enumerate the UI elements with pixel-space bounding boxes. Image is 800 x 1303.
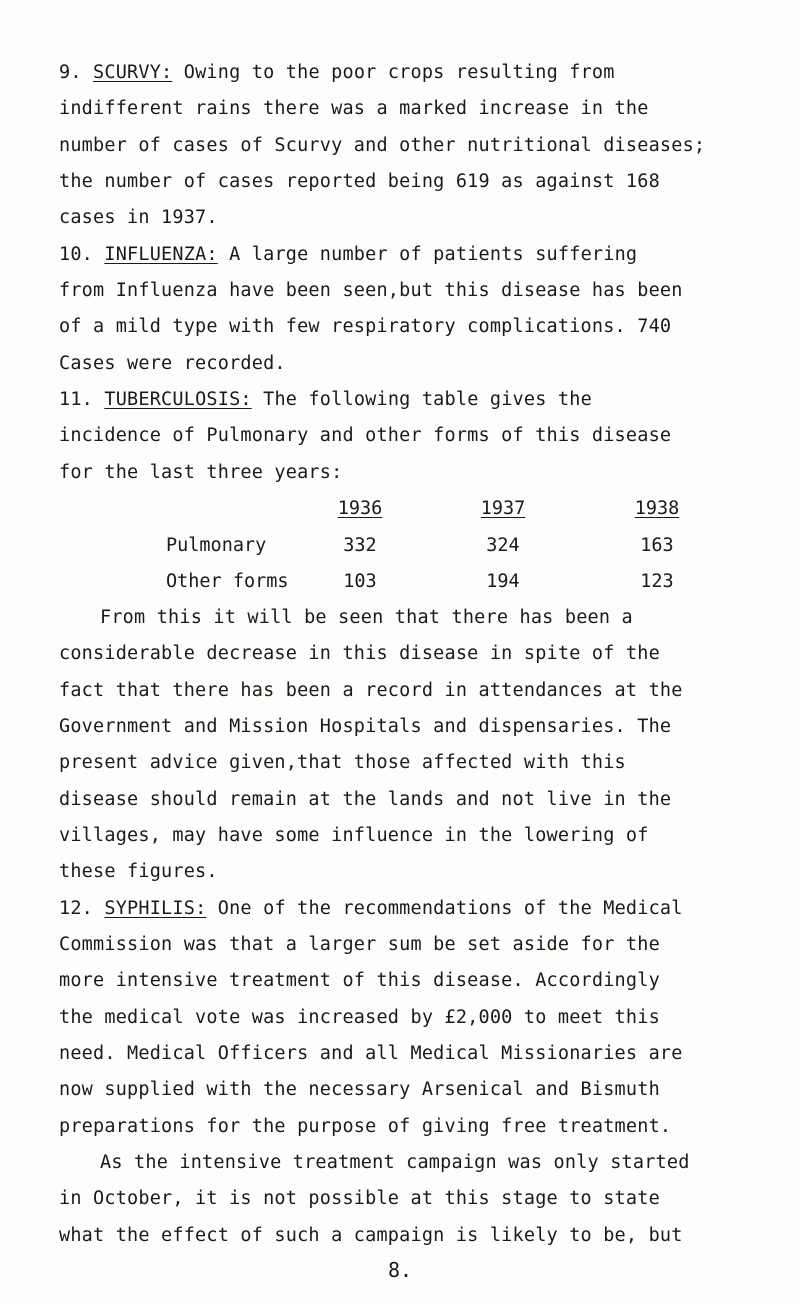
scurvy-line-2: indifferent rains there was a marked increase in the — [59, 98, 649, 119]
table-row-label-other-forms: Other forms — [166, 571, 289, 592]
tuberculosis-after-1: From this it will be seen that there has been a — [100, 607, 633, 628]
scurvy-number: 9. — [59, 62, 82, 83]
tuberculosis-line-2: incidence of Pulmonary and other forms of this disease — [59, 425, 672, 446]
scurvy-line-1 — [59, 61, 615, 85]
page-number: 8. — [387, 1258, 413, 1282]
tuberculosis-after-5: present advice given,that those affected with this — [59, 752, 626, 773]
tuberculosis-number: 11. — [59, 389, 94, 410]
syphilis-line-1 — [59, 897, 683, 921]
influenza-text: A large number of patients suffering — [229, 244, 638, 265]
tuberculosis-line-1 — [59, 388, 592, 412]
syphilis-text: One of the recommendations of the Medical — [217, 898, 683, 919]
scurvy-line-5: cases in 1937. — [59, 207, 218, 228]
tuberculosis-after-6: disease should remain at the lands and not live in the — [59, 789, 672, 810]
table-cell: 163 — [640, 535, 674, 556]
influenza-number: 10. — [59, 244, 94, 265]
table-year-1938: 1938 — [634, 498, 680, 519]
syphilis-line-7: preparations for the purpose of giving free treatment. — [59, 1116, 672, 1137]
syphilis-line-4: the medical vote was increased by £2,000 to meet this — [59, 1007, 660, 1028]
tuberculosis-after-3: fact that there has been a record in attendances at the — [59, 680, 683, 701]
tuberculosis-after-8: these figures. — [59, 861, 218, 882]
tuberculosis-after-2: considerable decrease in this disease in spite of the — [59, 643, 660, 664]
tuberculosis-text: The following table gives the — [263, 389, 592, 410]
influenza-line-4: Cases were recorded. — [59, 353, 286, 374]
table-cell: 324 — [486, 535, 520, 556]
tuberculosis-line-3: for the last three years: — [59, 462, 343, 483]
influenza-line-3: of a mild type with few respiratory complications. 740 — [59, 316, 672, 337]
tuberculosis-heading: TUBERCULOSIS: — [104, 389, 252, 410]
scurvy-line-3: number of cases of Scurvy and other nutritional diseases; — [59, 135, 706, 156]
tuberculosis-after-4: Government and Mission Hospitals and dispensaries. The — [59, 716, 672, 737]
syphilis-heading: SYPHILIS: — [104, 898, 207, 919]
syphilis-line-3: more intensive treatment of this disease. Accordingly — [59, 970, 660, 991]
tuberculosis-after-7: villages, may have some influence in the lowering of — [59, 825, 649, 846]
scurvy-line-4: the number of cases reported being 619 as against 168 — [59, 171, 660, 192]
table-cell: 123 — [640, 571, 674, 592]
syphilis-line-2: Commission was that a larger sum be set aside for the — [59, 934, 660, 955]
syphilis-after-1: As the intensive treatment campaign was only started — [100, 1152, 690, 1173]
influenza-heading: INFLUENZA: — [104, 244, 218, 265]
table-cell: 332 — [343, 535, 377, 556]
table-year-1937: 1937 — [480, 498, 526, 519]
table-row-label-pulmonary: Pulmonary — [166, 535, 267, 556]
influenza-line-2: from Influenza have been seen,but this disease has been — [59, 280, 683, 301]
scurvy-heading: SCURVY: — [93, 62, 173, 83]
table-cell: 194 — [486, 571, 520, 592]
syphilis-line-6: now supplied with the necessary Arsenical and Bismuth — [59, 1079, 660, 1100]
table-cell: 103 — [343, 571, 377, 592]
scurvy-text: Owing to the poor crops resulting from — [183, 62, 615, 83]
syphilis-after-3: what the effect of such a campaign is likely to be, but — [59, 1225, 683, 1246]
syphilis-after-2: in October, it is not possible at this stage to state — [59, 1188, 660, 1209]
syphilis-line-5: need. Medical Officers and all Medical Missionaries are — [59, 1043, 683, 1064]
influenza-line-1 — [59, 243, 637, 267]
syphilis-number: 12. — [59, 898, 94, 919]
table-year-1936: 1936 — [337, 498, 383, 519]
